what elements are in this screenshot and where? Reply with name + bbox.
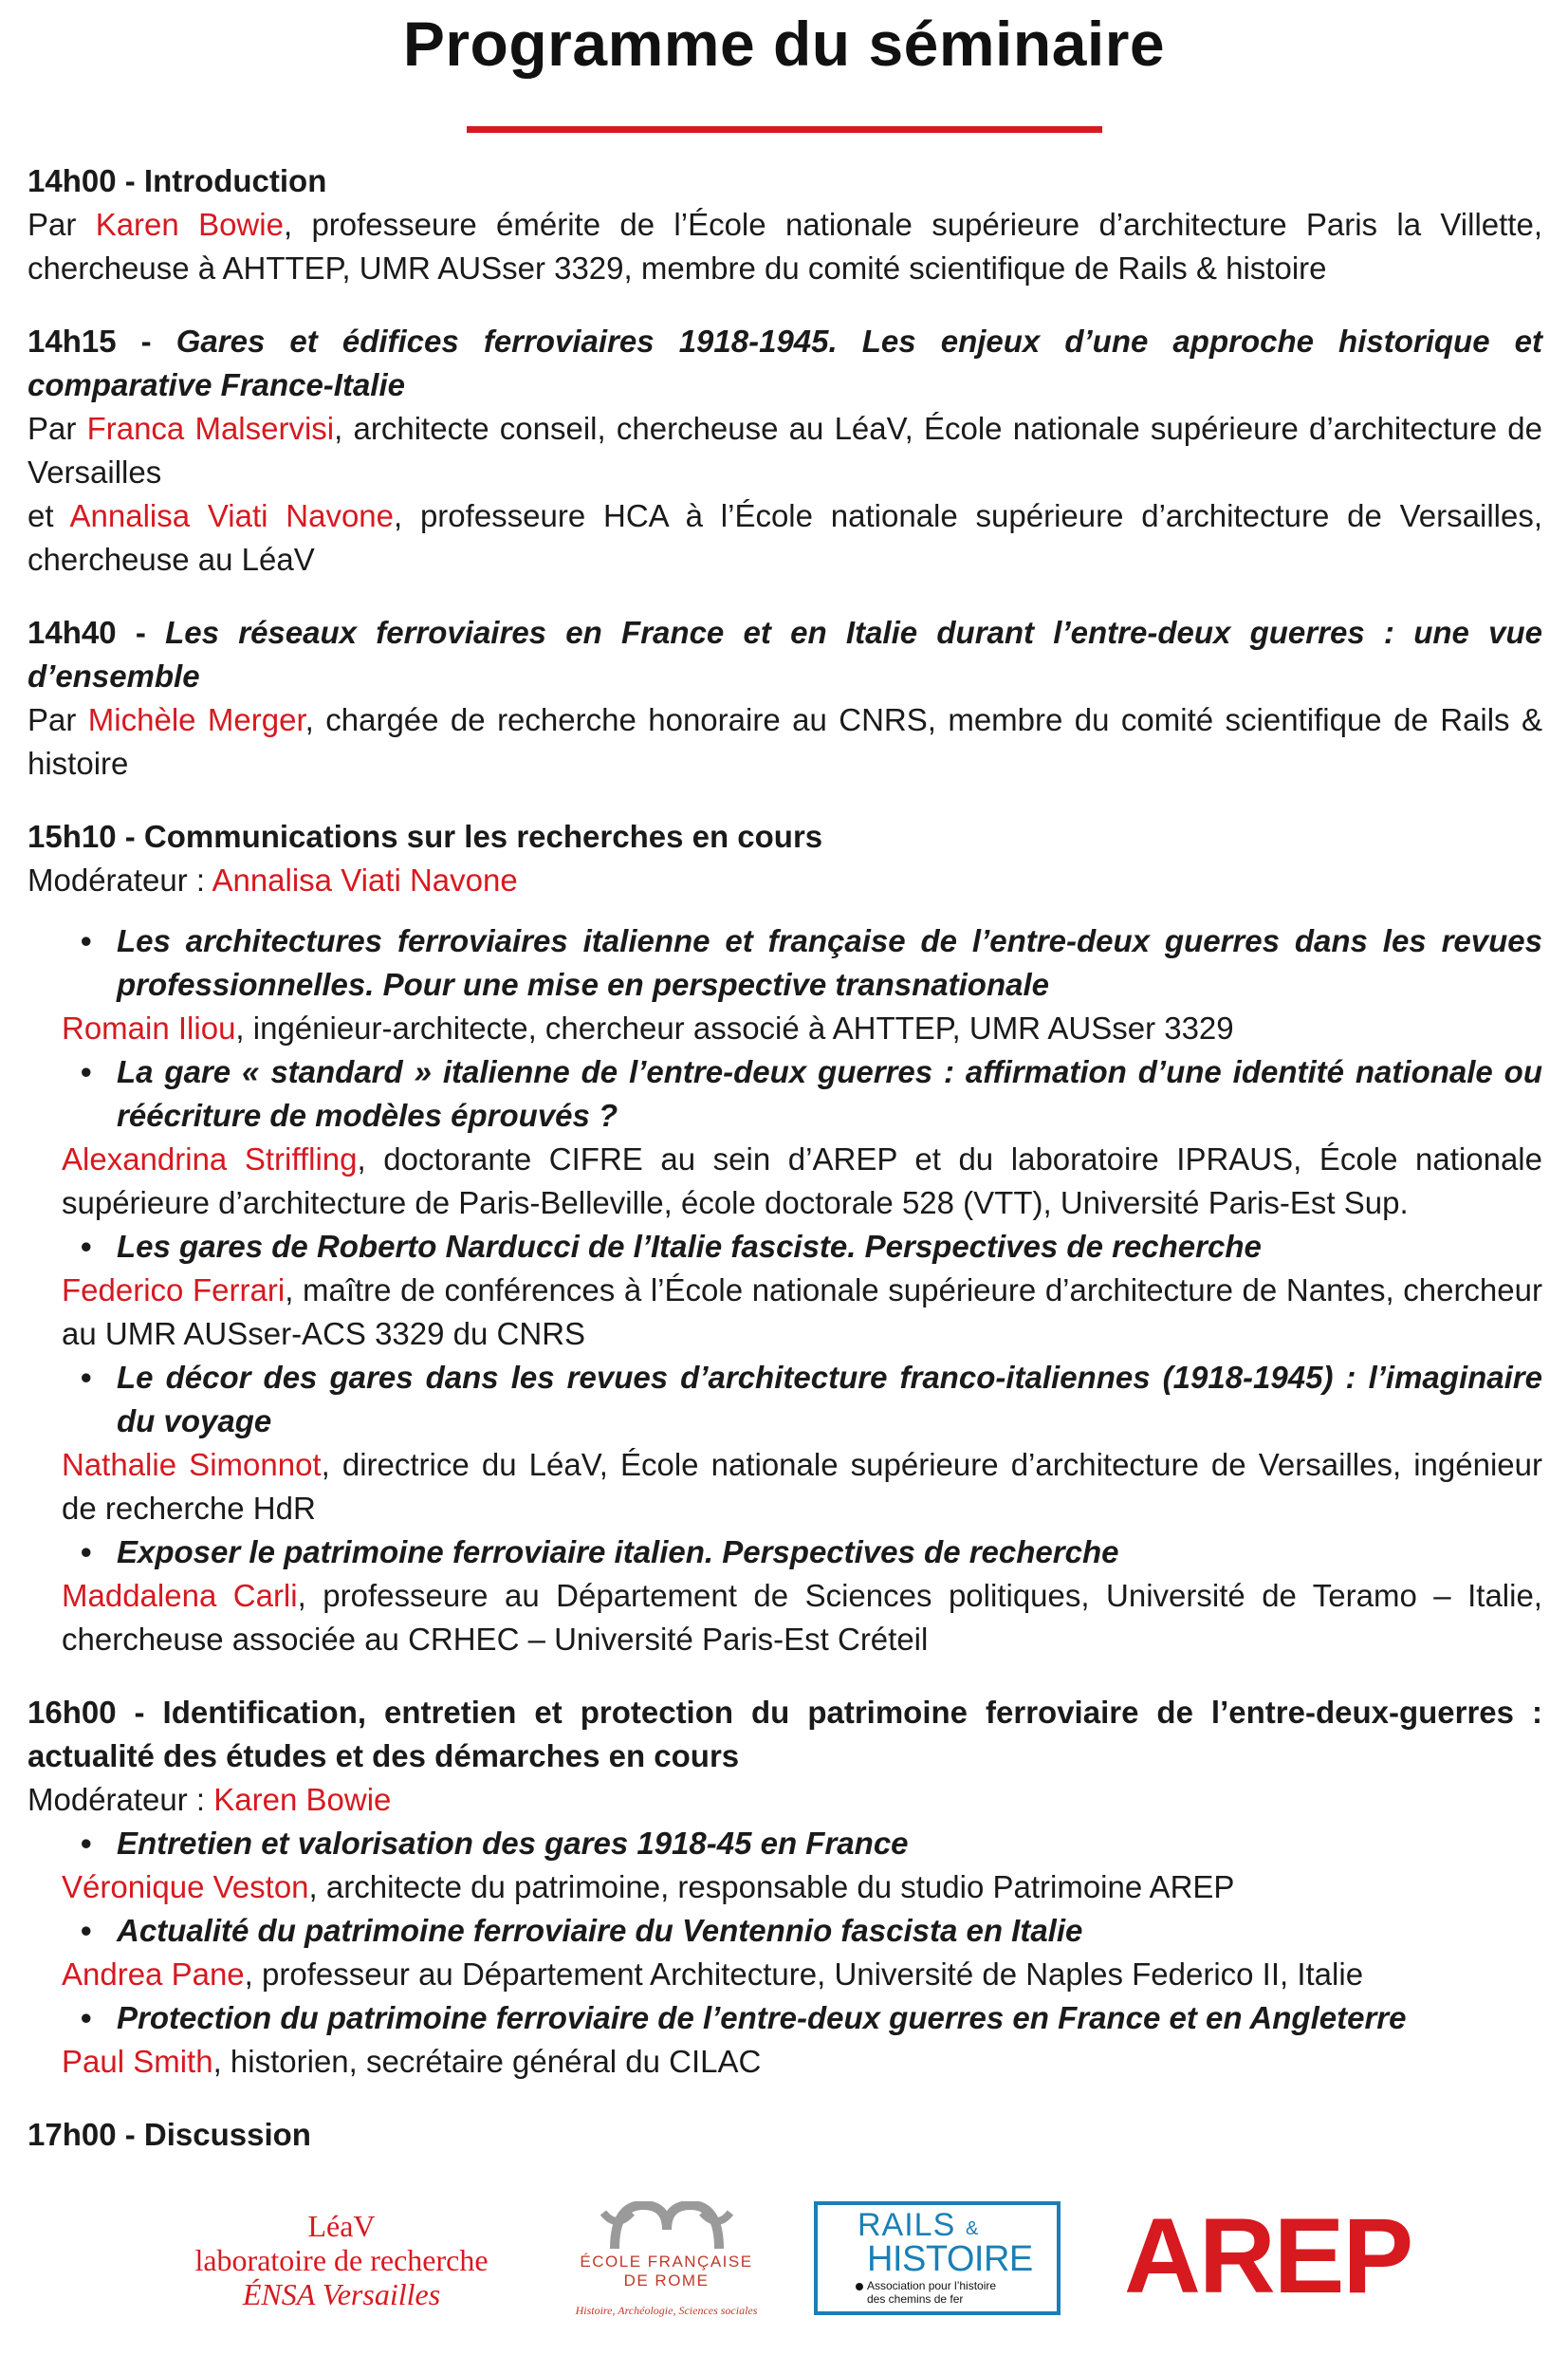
bullet-icon: • <box>81 1534 92 1569</box>
talk-speaker: Romain Iliou, ingénieur-architecte, chercheur associé à AHTTEP, UMR AUSser 3329 <box>62 1011 1234 1046</box>
session-heading: 14h40 - Les réseaux ferroviaires en France et en Italie durant l’entre-deux guerres : une vue d’ensemble <box>28 615 1542 694</box>
moderator-line: Modérateur : Karen Bowie <box>28 1782 392 1817</box>
moderator-line: Modérateur : Annalisa Viati Navone <box>28 862 518 898</box>
bullet-icon: • <box>81 1913 92 1948</box>
talk-title: • Le décor des gares dans les revues d’architecture franco-italiennes (1918-1945) : l’imaginaire du voyage <box>62 1356 1542 1443</box>
program-content <box>28 159 1542 2186</box>
ecole-francaise-de-rome-logo: ÉCOLE FRANÇAISE DE ROME Histoire, Archéologie, Sciences sociales <box>569 2201 764 2318</box>
bullet-icon: • <box>81 1054 92 1089</box>
speaker-name: Annalisa Viati Navone <box>69 498 394 533</box>
arep-logo: AREP <box>1124 2197 1412 2315</box>
session-communications <box>28 815 1542 1661</box>
talk-title: • Actualité du patrimoine ferroviaire du Ventennio fascista en Italie <box>62 1909 1542 1953</box>
session-gares-edifices <box>28 320 1542 582</box>
session-introduction <box>28 159 1542 290</box>
speaker-name: Karen Bowie <box>95 207 284 242</box>
speaker-name: Nathalie Simonnot <box>62 1447 322 1482</box>
talk-speaker: Véronique Veston, architecte du patrimoine, responsable du studio Patrimoine AREP <box>62 1869 1235 1904</box>
moderator-name: Karen Bowie <box>213 1782 392 1817</box>
talk-speaker: Paul Smith, historien, secrétaire général du CILAC <box>62 2044 762 2079</box>
session-patrimoine <box>28 1691 1542 2084</box>
arches-icon <box>596 2201 738 2251</box>
session-reseaux <box>28 611 1542 786</box>
speaker-name: Franca Malservisi <box>86 411 335 446</box>
session-heading: 16h00 - Identification, entretien et protection du patrimoine ferroviaire de l’entre-deux-guerres : actualité des études et des démarches en cours <box>28 1695 1542 1773</box>
speaker-name: Romain Iliou <box>62 1011 236 1046</box>
session-heading: 14h15 - Gares et édifices ferroviaires 1918-1945. Les enjeux d’une approche historique et comparative France-Italie <box>28 324 1542 402</box>
bullet-icon: • <box>81 2000 92 2035</box>
session-heading: 17h00 - Discussion <box>28 2117 311 2152</box>
bullet-icon: • <box>81 1229 92 1264</box>
talk-title: • Protection du patrimoine ferroviaire de l’entre-deux guerres en France et en Angleterre <box>62 1996 1542 2040</box>
session-heading: 14h00 - Introduction <box>28 163 327 198</box>
talk-speaker: Alexandrina Striffling, doctorante CIFRE au sein d’AREP et du laboratoire IPRAUS, École nationale supérieure d’architecture de Paris-Belleville, école doctorale 528 (VTT), Université Paris-Est Sup. <box>62 1141 1542 1220</box>
rails-et-histoire-logo: RAILS & HISTOIRE Association pour l’histoire des chemins de fer <box>814 2201 1061 2315</box>
speaker-name: Federico Ferrari <box>62 1272 286 1307</box>
moderator-name: Annalisa Viati Navone <box>212 862 518 898</box>
session-speaker-line: Par Michèle Merger, chargée de recherche honoraire au CNRS, membre du comité scientifique de Rails & histoire <box>28 702 1543 781</box>
bullet-icon: • <box>81 923 92 958</box>
speaker-name: Paul Smith <box>62 2044 213 2079</box>
session-heading: 15h10 - Communications sur les recherches en cours <box>28 819 823 854</box>
bullet-icon: • <box>81 1826 92 1861</box>
dot-icon <box>856 2283 863 2290</box>
speaker-name: Véronique Veston <box>62 1869 309 1904</box>
page-title: Programme du séminaire <box>402 9 1166 79</box>
talk-title: • Les architectures ferroviaires italienne et française de l’entre-deux guerres dans les revues professionnelles. Pour une mise en perspective transnationale <box>62 919 1542 1007</box>
session-speaker-line: Par Karen Bowie, professeure émérite de l’École nationale supérieure d’architecture Paris la Villette, chercheuse à AHTTEP, UMR AUSser 3329, membre du comité scientifique de Rails & histoire <box>28 207 1543 286</box>
title-divider <box>467 126 1102 133</box>
talk-speaker: Andrea Pane, professeur au Département Architecture, Université de Naples Federico II, Italie <box>62 1956 1364 1992</box>
speaker-name: Michèle Merger <box>87 702 305 737</box>
speaker-name: Andrea Pane <box>62 1956 245 1992</box>
session-speaker-line: Par Franca Malservisi, architecte conseil, chercheuse au LéaV, École nationale supérieure d’architecture de Versailles <box>28 411 1542 490</box>
talk-title: • Entretien et valorisation des gares 1918-45 en France <box>62 1822 1542 1865</box>
talk-title: • La gare « standard » italienne de l’entre-deux guerres : affirmation d’une identité nationale ou réécriture de modèles éprouvés ? <box>62 1050 1542 1138</box>
session-discussion <box>28 2113 1542 2157</box>
talk-speaker: Nathalie Simonnot, directrice du LéaV, École nationale supérieure d’architecture de Versailles, ingénieur de recherche HdR <box>62 1447 1542 1526</box>
session-speaker-line: et Annalisa Viati Navone, professeure HCA à l’École nationale supérieure d’architecture de Versailles, chercheuse au LéaV <box>28 498 1543 577</box>
speaker-name: Maddalena Carli <box>62 1578 298 1613</box>
talk-title: • Les gares de Roberto Narducci de l’Italie fasciste. Perspectives de recherche <box>62 1225 1542 1269</box>
leav-logo: LéaV laboratoire de recherche ÉNSA Versailles <box>194 2209 489 2311</box>
bullet-icon: • <box>81 1360 92 1395</box>
talk-speaker: Federico Ferrari, maître de conférences à l’École nationale supérieure d’architecture de Nantes, chercheur au UMR AUSser-ACS 3329 du CNRS <box>62 1272 1542 1351</box>
talk-speaker: Maddalena Carli, professeure au Département de Sciences politiques, Université de Teramo – Italie, chercheuse associée au CRHEC – Université Paris-Est Créteil <box>62 1578 1542 1657</box>
talk-list <box>62 1822 1542 2084</box>
partner-logos <box>0 2182 1568 2344</box>
talk-title: • Exposer le patrimoine ferroviaire italien. Perspectives de recherche <box>62 1530 1542 1574</box>
speaker-name: Alexandrina Striffling <box>62 1141 358 1177</box>
talk-list <box>62 919 1542 1661</box>
